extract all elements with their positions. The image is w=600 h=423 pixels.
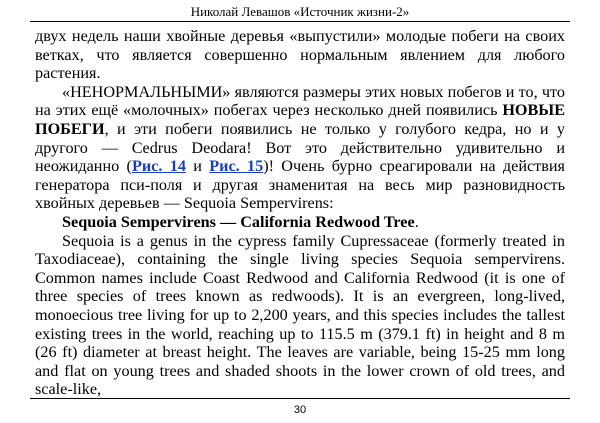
paragraph-sequoia-description: Sequoia is a genus in the cypress family Cupressaceae (formerly treated in Taxodiaceae), containing the single living species Sequoia sempervirens. Common names include Coast Redwood and California Redwood (it is one of three species of trees known as redwoods). It is an evergreen, long-lived, monoecious tree living for up to 2,200 years, and this species includes the tallest existing trees in the world, reaching up to 115.5 m (379.1 ft) in height and 8 m (26 ft) diameter at breast height. The leaves are variable, being 15-25 mm long and flat on young trees and shaded shoots in the lower crown of old trees, and scale-like, [35, 231, 565, 399]
new-shoots-emphasis: НОВЫЕ ПОБЕГИ [35, 101, 565, 138]
paragraph-continuation: двух недель наши хвойные деревья «выпустили» молодые побеги на своих ветках, что является совершенно нормальным явлением для любого растения. [35, 27, 565, 83]
paragraph-text: , и эти побеги появились не только у голубого кедра, но и у другого — Cedrus Deodara! Вот это действительно удивительно и неожиданно ( [35, 119, 565, 176]
section-subheading [35, 213, 565, 232]
page-number: 30 [293, 404, 307, 416]
paragraph-text: )! Очень бурно среагировали на действия генератора пси-поля и другая знаменитая на весь мир разновидность хвойных деревьев — Sequoia Sempervirens: [35, 157, 566, 213]
paragraph-abnormal-growth [35, 83, 565, 213]
header-divider [30, 21, 570, 22]
subheading-period: . [414, 212, 419, 231]
page-body [35, 27, 565, 399]
figure-14-link[interactable]: Рис. 14 [131, 157, 186, 176]
subheading-title: Sequoia Sempervirens — California Redwood Tree [62, 212, 415, 231]
footer-divider [30, 398, 570, 399]
paragraph-text: и [185, 157, 210, 176]
figure-15-link[interactable]: Рис. 15 [209, 157, 264, 176]
paragraph-text: «НЕНОРМАЛЬНЫМИ» являются размеры этих новых побегов и то, что на этих ещё «молочных» побегах через несколько дней появились [35, 82, 565, 120]
running-header: Николай Левашов «Источник жизни-2» [190, 4, 410, 19]
